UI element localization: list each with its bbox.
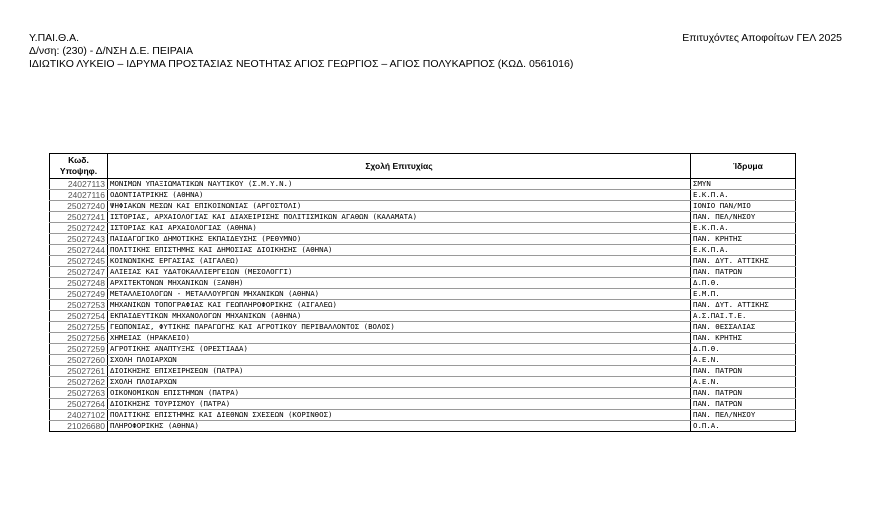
document-header (29, 32, 573, 71)
school-cell: ΠΟΛΙΤΙΚΗΣ ΕΠΙΣΤΗΜΗΣ ΚΑΙ ΔΙΕΘΝΩΝ ΣΧΕΣΕΩΝ (ΚΟΡΙΝΘΟΣ) (108, 410, 691, 421)
candidate-code-cell: 25027254 (50, 311, 108, 322)
candidate-code-cell: 25027244 (50, 245, 108, 256)
institution-cell: Α.Ε.Ν. (691, 355, 796, 366)
table-row (50, 278, 796, 289)
school-cell: ΜΕΤΑΛΛΕΙΟΛΟΓΩΝ - ΜΕΤΑΛΛΟΥΡΓΩΝ ΜΗΧΑΝΙΚΩΝ (ΑΘΗΝΑ) (108, 289, 691, 300)
institution-cell: Ο.Π.Α. (691, 421, 796, 432)
table-row (50, 179, 796, 190)
institution-cell: ΠΑΝ. ΘΕΣΣΑΛΙΑΣ (691, 322, 796, 333)
candidate-code-cell: 25027259 (50, 344, 108, 355)
institution-cell: ΠΑΝ. ΚΡΗΤΗΣ (691, 234, 796, 245)
table-header (50, 154, 796, 179)
candidate-code-cell: 25027247 (50, 267, 108, 278)
table-row (50, 223, 796, 234)
candidate-code-cell: 25027240 (50, 201, 108, 212)
candidate-code-cell: 25027249 (50, 289, 108, 300)
table-row (50, 366, 796, 377)
school-cell: ΟΙΚΟΝΟΜΙΚΩΝ ΕΠΙΣΤΗΜΩΝ (ΠΑΤΡΑ) (108, 388, 691, 399)
table-row (50, 322, 796, 333)
school-cell: ΙΣΤΟΡΙΑΣ ΚΑΙ ΑΡΧΑΙΟΛΟΓΙΑΣ (ΑΘΗΝΑ) (108, 223, 691, 234)
table-row (50, 245, 796, 256)
institution-cell: ΠΑΝ. ΠΕΛ/ΝΗΣΟΥ (691, 212, 796, 223)
table-row (50, 267, 796, 278)
school-cell: ΟΔΟΝΤΙΑΤΡΙΚΗΣ (ΑΘΗΝΑ) (108, 190, 691, 201)
table-header-row (50, 154, 796, 179)
institution-cell: ΙΟΝΙΟ ΠΑΝ/ΜΙΟ (691, 201, 796, 212)
institution-cell: Ε.Κ.Π.Α. (691, 190, 796, 201)
school-cell: ΔΙΟΙΚΗΣΗΣ ΕΠΙΧΕΙΡΗΣΕΩΝ (ΠΑΤΡΑ) (108, 366, 691, 377)
school-cell: ΚΟΙΝΩΝΙΚΗΣ ΕΡΓΑΣΙΑΣ (ΑΙΓΑΛΕΩ) (108, 256, 691, 267)
institution-cell: ΠΑΝ. ΠΑΤΡΩΝ (691, 366, 796, 377)
candidate-code-cell: 25027248 (50, 278, 108, 289)
candidate-code-cell: 25027245 (50, 256, 108, 267)
ministry-name: Υ.ΠΑΙ.Θ.Α. (29, 32, 80, 44)
institution-cell: Δ.Π.Θ. (691, 278, 796, 289)
institution-cell: ΣΜΥΝ (691, 179, 796, 190)
candidate-code-cell: 25027260 (50, 355, 108, 366)
table-row (50, 377, 796, 388)
candidate-code-cell: 25027256 (50, 333, 108, 344)
candidate-code-cell: 25027243 (50, 234, 108, 245)
table-row (50, 212, 796, 223)
school-cell: ΠΑΙΔΑΓΩΓΙΚΟ ΔΗΜΟΤΙΚΗΣ ΕΚΠΑΙΔΕΥΣΗΣ (ΡΕΘΥΜΝΟ) (108, 234, 691, 245)
column-header-school: Σχολή Επιτυχίας (108, 154, 691, 179)
candidate-code-cell: 25027253 (50, 300, 108, 311)
column-header-code-line2: Υποψηφ. (59, 166, 98, 176)
institution-cell: ΠΑΝ. ΠΑΤΡΩΝ (691, 399, 796, 410)
candidate-code-cell: 25027261 (50, 366, 108, 377)
candidate-code-cell: 24027102 (50, 410, 108, 421)
school-cell: ΨΗΦΙΑΚΩΝ ΜΕΣΩΝ ΚΑΙ ΕΠΙΚΟΙΝΩΝΙΑΣ (ΑΡΓΟΣΤΟΛΙ) (108, 201, 691, 212)
candidate-code-cell: 25027241 (50, 212, 108, 223)
institution-cell: ΠΑΝ. ΔΥΤ. ΑΤΤΙΚΗΣ (691, 256, 796, 267)
school-cell: ΔΙΟΙΚΗΣΗΣ ΤΟΥΡΙΣΜΟΥ (ΠΑΤΡΑ) (108, 399, 691, 410)
school-cell: ΣΧΟΛΗ ΠΛΟΙΑΡΧΩΝ (108, 355, 691, 366)
institution-cell: Α.Σ.ΠΑΙ.Τ.Ε. (691, 311, 796, 322)
table-row (50, 355, 796, 366)
table-row (50, 190, 796, 201)
institution-cell: ΠΑΝ. ΠΑΤΡΩΝ (691, 267, 796, 278)
candidate-code-cell: 25027255 (50, 322, 108, 333)
column-header-code (50, 154, 108, 179)
candidate-code-cell: 25027242 (50, 223, 108, 234)
school-cell: ΑΓΡΟΤΙΚΗΣ ΑΝΑΠΤΥΞΗΣ (ΟΡΕΣΤΙΑΔΑ) (108, 344, 691, 355)
institution-cell: ΠΑΝ. ΠΑΤΡΩΝ (691, 388, 796, 399)
table-row (50, 388, 796, 399)
institution-cell: Δ.Π.Θ. (691, 344, 796, 355)
institution-cell: ΠΑΝ. ΠΕΛ/ΝΗΣΟΥ (691, 410, 796, 421)
institution-cell: ΠΑΝ. ΔΥΤ. ΑΤΤΙΚΗΣ (691, 300, 796, 311)
school-cell: ΜΗΧΑΝΙΚΩΝ ΤΟΠΟΓΡΑΦΙΑΣ ΚΑΙ ΓΕΩΠΛΗΡΟΦΟΡΙΚΗΣ (ΑΙΓΑΛΕΩ) (108, 300, 691, 311)
institution-cell: Ε.Κ.Π.Α. (691, 223, 796, 234)
school-cell: ΙΣΤΟΡΙΑΣ, ΑΡΧΑΙΟΛΟΓΙΑΣ ΚΑΙ ΔΙΑΧΕΙΡΙΣΗΣ ΠΟΛΙΤΙΣΜΙΚΩΝ ΑΓΑΘΩΝ (ΚΑΛΑΜΑΤΑ) (108, 212, 691, 223)
table-row (50, 201, 796, 212)
table-row (50, 399, 796, 410)
table-row (50, 256, 796, 267)
table-body (50, 179, 796, 432)
candidate-code-cell: 21026680 (50, 421, 108, 432)
candidate-code-cell: 25027264 (50, 399, 108, 410)
institution-cell: Ε.Κ.Π.Α. (691, 245, 796, 256)
school-cell: ΜΟΝΙΜΩΝ ΥΠΑΞΙΩΜΑΤΙΚΩΝ ΝΑΥΤΙΚΟΥ (Σ.Μ.Υ.Ν.) (108, 179, 691, 190)
school-cell: ΓΕΩΠΟΝΙΑΣ, ΦΥΤΙΚΗΣ ΠΑΡΑΓΩΓΗΣ ΚΑΙ ΑΓΡΟΤΙΚΟΥ ΠΕΡΙΒΑΛΛΟΝΤΟΣ (ΒΟΛΟΣ) (108, 322, 691, 333)
institution-cell: ΠΑΝ. ΚΡΗΤΗΣ (691, 333, 796, 344)
school-cell: ΠΛΗΡΟΦΟΡΙΚΗΣ (ΑΘΗΝΑ) (108, 421, 691, 432)
table-row (50, 333, 796, 344)
candidate-code-cell: 24027113 (50, 179, 108, 190)
school-cell: ΑΡΧΙΤΕΚΤΟΝΩΝ ΜΗΧΑΝΙΚΩΝ (ΞΑΝΘΗ) (108, 278, 691, 289)
table-row (50, 311, 796, 322)
school-cell: ΧΗΜΕΙΑΣ (ΗΡΑΚΛΕΙΟ) (108, 333, 691, 344)
institution-cell: Ε.Μ.Π. (691, 289, 796, 300)
document-title: Επιτυχόντες Αποφοίτων ΓΕΛ 2025 (682, 32, 842, 44)
table-row (50, 289, 796, 300)
institution-cell: Α.Ε.Ν. (691, 377, 796, 388)
table-row (50, 234, 796, 245)
results-table (49, 153, 796, 432)
school-cell: ΑΛΙΕΙΑΣ ΚΑΙ ΥΔΑΤΟΚΑΛΛΙΕΡΓΕΙΩΝ (ΜΕΣΟΛΟΓΓΙ) (108, 267, 691, 278)
school-cell: ΠΟΛΙΤΙΚΗΣ ΕΠΙΣΤΗΜΗΣ ΚΑΙ ΔΗΜΟΣΙΑΣ ΔΙΟΙΚΗΣΗΣ (ΑΘΗΝΑ) (108, 245, 691, 256)
column-header-institution: Ίδρυμα (691, 154, 796, 179)
candidate-code-cell: 24027116 (50, 190, 108, 201)
column-header-code-line1: Κωδ. (68, 155, 89, 165)
table-row (50, 300, 796, 311)
table-row (50, 344, 796, 355)
directorate-name: Δ/νση: (230) - Δ/ΝΣΗ Δ.Ε. ΠΕΙΡΑΙΑ (29, 45, 193, 57)
table-row (50, 421, 796, 432)
school-cell: ΣΧΟΛΗ ΠΛΟΙΑΡΧΩΝ (108, 377, 691, 388)
school-name: ΙΔΙΩΤΙΚΟ ΛΥΚΕΙΟ – ΙΔΡΥΜΑ ΠΡΟΣΤΑΣΙΑΣ ΝΕΟΤΗΤΑΣ ΑΓΙΟΣ ΓΕΩΡΓΙΟΣ – ΑΓΙΟΣ ΠΟΛΥΚΑΡΠΟΣ (ΚΩΔ. 0561016) (29, 58, 574, 70)
candidate-code-cell: 25027262 (50, 377, 108, 388)
table-row (50, 410, 796, 421)
school-cell: ΕΚΠΑΙΔΕΥΤΙΚΩΝ ΜΗΧΑΝΟΛΟΓΩΝ ΜΗΧΑΝΙΚΩΝ (ΑΘΗΝΑ) (108, 311, 691, 322)
candidate-code-cell: 25027263 (50, 388, 108, 399)
